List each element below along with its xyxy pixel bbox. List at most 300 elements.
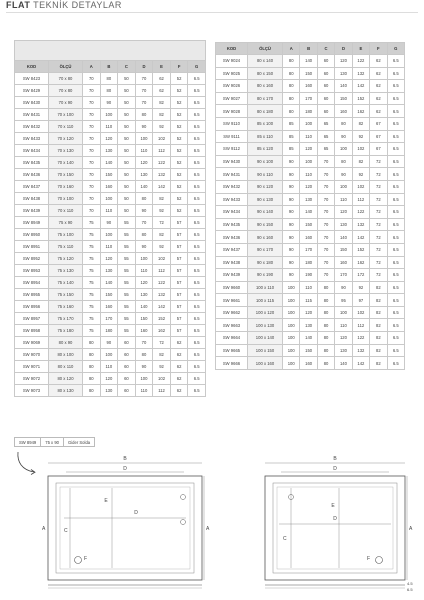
dimension-cell: 70 — [83, 169, 101, 181]
table-row — [216, 67, 405, 80]
dimension-cell: 82 — [153, 97, 171, 109]
table-row — [216, 80, 405, 93]
dimension-cell: 150 — [335, 92, 352, 105]
dimension-cell: 70 — [135, 217, 153, 229]
dimension-cell: 6.5 — [188, 337, 206, 349]
product-code-cell: SW 9432 — [216, 180, 248, 193]
dimension-cell: 100 — [100, 109, 118, 121]
dimension-cell: 82 — [370, 281, 387, 294]
dimension-cell: 112 — [153, 145, 171, 157]
dimension-cell: 50 — [118, 109, 136, 121]
dimension-cell: 100 — [283, 357, 300, 370]
size-cell: 70 x 130 — [49, 145, 83, 157]
dimension-cell: 6.5 — [387, 80, 404, 93]
dimension-cell: 62 — [170, 373, 188, 385]
dimension-cell: 110 — [335, 319, 352, 332]
dimension-cell: 70 — [317, 243, 334, 256]
table-row — [15, 193, 206, 205]
dim-d-top-label: D — [123, 466, 127, 472]
dimension-cell: 82 — [370, 344, 387, 357]
dimension-cell: 50 — [118, 145, 136, 157]
dimension-cell: 6.5 — [188, 169, 206, 181]
dimension-cell: 120 — [300, 180, 317, 193]
dimension-cell: 162 — [352, 105, 369, 118]
dimension-cell: 100 — [135, 373, 153, 385]
dimension-cell: 52 — [170, 97, 188, 109]
dimension-cell: 70 — [83, 193, 101, 205]
size-cell: 75 x 100 — [49, 229, 83, 241]
table-row — [216, 294, 405, 307]
table-row — [216, 143, 405, 156]
example-code-box — [14, 437, 95, 447]
dimension-cell: 140 — [100, 277, 118, 289]
dimension-cell: 110 — [135, 145, 153, 157]
dimension-cell: 57 — [170, 313, 188, 325]
product-code-cell: SW 9666 — [216, 357, 248, 370]
product-code-cell: SW 8437 — [15, 181, 49, 193]
table-row — [15, 289, 206, 301]
dimension-cell: 67 — [370, 130, 387, 143]
product-code-cell: SW 9662 — [216, 306, 248, 319]
table-row — [216, 269, 405, 282]
dimension-cell: 82 — [153, 229, 171, 241]
dimension-cell: 6.5 — [387, 55, 404, 68]
dimension-cell: 70 — [83, 85, 101, 97]
dimension-cell: 80 — [317, 357, 334, 370]
dimension-cell: 82 — [352, 117, 369, 130]
product-code-cell: SW 9663 — [216, 319, 248, 332]
dimension-cell: 6.5 — [387, 155, 404, 168]
column-header: E — [352, 43, 369, 55]
dimension-cell: 80 — [135, 193, 153, 205]
column-header: D — [335, 43, 352, 55]
dimension-cell: 80 — [135, 109, 153, 121]
dimension-cell: 100 — [100, 349, 118, 361]
dimension-cell: 70 — [83, 109, 101, 121]
table-row — [216, 105, 405, 118]
dimension-cell: 90 — [283, 256, 300, 269]
dimension-cell: 150 — [300, 218, 317, 231]
dimension-cell: 130 — [100, 145, 118, 157]
dimension-cell: 6.5 — [188, 277, 206, 289]
table-row — [15, 217, 206, 229]
dimension-cell: 72 — [370, 256, 387, 269]
dim-a-label: A — [409, 526, 413, 532]
dimension-cell: 62 — [170, 349, 188, 361]
dimension-cell: 6.5 — [387, 231, 404, 244]
dimension-cell: 6.5 — [387, 67, 404, 80]
dimension-cell: 90 — [283, 269, 300, 282]
size-cell: 100 x 150 — [248, 344, 283, 357]
dimension-cell: 110 — [135, 385, 153, 397]
dimension-cell: 100 — [300, 117, 317, 130]
dim-d-top-label: D — [333, 466, 337, 472]
column-header: ÖLÇÜ — [248, 43, 283, 55]
product-code-cell: SW 9025 — [216, 67, 248, 80]
dimension-cell: 62 — [170, 337, 188, 349]
column-header: C — [317, 43, 334, 55]
dimension-cell: 52 — [170, 157, 188, 169]
table-row — [216, 306, 405, 319]
table-row — [15, 229, 206, 241]
dimension-cell: 102 — [153, 133, 171, 145]
dimension-cell: 57 — [170, 241, 188, 253]
dimension-cell: 80 — [335, 117, 352, 130]
product-code-cell: SW 8429 — [15, 85, 49, 97]
dimension-cell: 52 — [170, 169, 188, 181]
dimension-cell: 6.5 — [188, 265, 206, 277]
dimension-cell: 130 — [300, 319, 317, 332]
dimension-cell: 150 — [100, 289, 118, 301]
dimension-cell: 70 — [83, 133, 101, 145]
dimension-cell: 6.5 — [188, 205, 206, 217]
left-spec-table — [14, 40, 206, 397]
size-cell: 90 x 130 — [248, 193, 283, 206]
dimension-cell: 70 — [317, 180, 334, 193]
dimension-cell: 90 — [283, 218, 300, 231]
dimension-cell: 160 — [100, 301, 118, 313]
product-code-cell: SW 8952 — [15, 253, 49, 265]
product-code-cell: SW 8432 — [15, 121, 49, 133]
dimension-cell: 160 — [335, 256, 352, 269]
table-row — [15, 97, 206, 109]
dimension-cell: 55 — [118, 277, 136, 289]
size-cell: 90 x 120 — [248, 180, 283, 193]
dimension-cell: 162 — [352, 256, 369, 269]
dimension-cell: 150 — [335, 243, 352, 256]
table-row — [15, 277, 206, 289]
table-row — [216, 117, 405, 130]
dimension-cell: 152 — [352, 243, 369, 256]
dimension-cell: 110 — [300, 281, 317, 294]
dimension-cell: 50 — [118, 157, 136, 169]
dimension-cell: 80 — [135, 349, 153, 361]
dimension-cell: 6.5 — [387, 92, 404, 105]
dimension-cell: 110 — [100, 205, 118, 217]
dimension-cell: 6.5 — [387, 294, 404, 307]
dimension-cell: 140 — [300, 332, 317, 345]
dimension-cell: 62 — [170, 361, 188, 373]
table-row — [15, 169, 206, 181]
dimension-cell: 160 — [335, 105, 352, 118]
dimension-cell: 92 — [153, 121, 171, 133]
dimension-cell: 72 — [370, 269, 387, 282]
size-cell: 100 x 140 — [248, 332, 283, 345]
dimension-cell: 75 — [83, 325, 101, 337]
dimension-cell: 80 — [317, 332, 334, 345]
dimension-cell: 102 — [352, 306, 369, 319]
dimension-cell: 6.5 — [387, 105, 404, 118]
dimension-cell: 90 — [283, 243, 300, 256]
size-cell: 100 x 130 — [248, 319, 283, 332]
size-cell: 70 x 80 — [49, 73, 83, 85]
dimension-cell: 160 — [300, 357, 317, 370]
dimension-cell: 52 — [170, 145, 188, 157]
dimension-cell: 80 — [83, 349, 101, 361]
dimension-cell: 92 — [352, 281, 369, 294]
dimension-cell: 6.5 — [387, 193, 404, 206]
dimension-cell: 57 — [170, 217, 188, 229]
dimension-cell: 52 — [170, 193, 188, 205]
column-header: B — [300, 43, 317, 55]
dimension-cell: 6.5 — [188, 157, 206, 169]
dim-b-label: B — [123, 456, 127, 462]
dimension-cell: 6.5 — [387, 117, 404, 130]
size-cell: 80 x 180 — [248, 105, 283, 118]
table-row — [216, 256, 405, 269]
dimension-cell: 90 — [135, 205, 153, 217]
dimension-cell: 65 — [317, 117, 334, 130]
size-cell: 100 x 115 — [248, 294, 283, 307]
size-cell: 90 x 110 — [248, 168, 283, 181]
product-code-cell: SW 9024 — [216, 55, 248, 68]
dimension-cell: 6.5 — [188, 289, 206, 301]
dimension-cell: 140 — [135, 181, 153, 193]
dimension-cell: 6.5 — [387, 180, 404, 193]
table-row — [216, 92, 405, 105]
dimension-cell: 52 — [170, 133, 188, 145]
table-row — [216, 231, 405, 244]
dimension-cell: 60 — [118, 361, 136, 373]
dimension-cell: 82 — [370, 332, 387, 345]
dimension-cell: 90 — [283, 168, 300, 181]
dimension-cell: 110 — [100, 241, 118, 253]
dimension-cell: 72 — [370, 243, 387, 256]
dim-c-label: C — [283, 536, 287, 542]
dimension-cell: 132 — [153, 169, 171, 181]
dimension-cell: 52 — [170, 181, 188, 193]
dimension-cell: 160 — [100, 181, 118, 193]
product-code-cell: SW 9430 — [216, 155, 248, 168]
table-row — [15, 313, 206, 325]
dim-c-label: C — [64, 528, 68, 534]
size-cell: 80 x 150 — [248, 67, 283, 80]
dimension-cell: 72 — [370, 193, 387, 206]
table-header-blank — [15, 41, 206, 61]
table-row — [216, 357, 405, 370]
size-cell: 90 x 150 — [248, 218, 283, 231]
dimension-cell: 132 — [352, 67, 369, 80]
dimension-cell: 55 — [118, 253, 136, 265]
table-row — [15, 85, 206, 97]
column-header: A — [283, 43, 300, 55]
dim-d-label: D — [134, 510, 138, 516]
product-code-cell: SW 9434 — [216, 206, 248, 219]
dimension-cell: 92 — [352, 168, 369, 181]
dimension-cell: 6.5 — [387, 281, 404, 294]
dimension-cell: 55 — [118, 325, 136, 337]
column-header: G — [387, 43, 404, 55]
product-code-cell: SW 8953 — [15, 265, 49, 277]
dimension-cell: 70 — [317, 206, 334, 219]
dimension-cell: 6.5 — [188, 229, 206, 241]
product-code-cell: SW 9112 — [216, 143, 248, 156]
dimension-cell: 90 — [283, 231, 300, 244]
size-cell: 75 x 120 — [49, 253, 83, 265]
dimension-cell: 180 — [300, 256, 317, 269]
dimension-cell: 65 — [317, 130, 334, 143]
dimension-cell: 57 — [170, 253, 188, 265]
dimension-cell: 122 — [352, 332, 369, 345]
dimension-cell: 172 — [352, 269, 369, 282]
column-header: KOD — [216, 43, 248, 55]
dimension-cell: 52 — [170, 121, 188, 133]
dimension-cell: 70 — [317, 193, 334, 206]
dimension-cell: 80 — [83, 337, 101, 349]
dimension-cell: 130 — [335, 344, 352, 357]
dimension-cell: 70 — [135, 97, 153, 109]
dimension-cell: 50 — [118, 205, 136, 217]
table-row — [216, 55, 405, 68]
dimension-cell: 57 — [170, 325, 188, 337]
dim-6-5-label: 6.5 — [407, 587, 413, 592]
dimension-cell: 110 — [335, 193, 352, 206]
dimension-cell: 120 — [300, 143, 317, 156]
dimension-cell: 112 — [153, 385, 171, 397]
product-code-cell: SW 8435 — [15, 157, 49, 169]
column-header: KOD — [15, 61, 49, 73]
dimension-cell: 60 — [317, 67, 334, 80]
dimension-cell: 62 — [370, 105, 387, 118]
dimension-cell: 132 — [352, 344, 369, 357]
dimension-cell: 52 — [170, 73, 188, 85]
size-cell: 85 x 120 — [248, 143, 283, 156]
dimension-cell: 130 — [300, 193, 317, 206]
dimension-cell: 6.5 — [387, 206, 404, 219]
dimension-cell: 80 — [317, 306, 334, 319]
dimension-cell: 90 — [283, 206, 300, 219]
size-cell: 100 x 120 — [248, 306, 283, 319]
dimension-cell: 60 — [118, 349, 136, 361]
dimension-cell: 55 — [118, 313, 136, 325]
dimension-cell: 70 — [317, 231, 334, 244]
size-cell: 75 x 90 — [49, 217, 83, 229]
dimension-cell: 52 — [170, 205, 188, 217]
product-code-cell: SW 8950 — [15, 229, 49, 241]
dimension-cell: 162 — [153, 325, 171, 337]
dimension-cell: 80 — [100, 85, 118, 97]
dimension-cell: 90 — [283, 193, 300, 206]
dim-f-label: F — [84, 556, 88, 562]
table-row — [15, 145, 206, 157]
dimension-cell: 62 — [370, 55, 387, 68]
dimension-cell: 80 — [335, 155, 352, 168]
dimension-cell: 82 — [153, 349, 171, 361]
dimension-cell: 6.5 — [188, 241, 206, 253]
product-code-cell: SW 9437 — [216, 243, 248, 256]
dimension-cell: 75 — [83, 301, 101, 313]
dimension-cell: 75 — [83, 313, 101, 325]
dimension-cell: 6.5 — [188, 301, 206, 313]
dimension-cell: 152 — [352, 92, 369, 105]
dimension-cell: 80 — [283, 67, 300, 80]
dimension-cell: 130 — [335, 67, 352, 80]
dimension-cell: 102 — [352, 180, 369, 193]
product-code-cell: SW 9436 — [216, 231, 248, 244]
dimension-cell: 6.5 — [387, 143, 404, 156]
product-code-cell: SW 9028 — [216, 105, 248, 118]
right-technical-drawing — [255, 452, 415, 597]
table-row — [15, 373, 206, 385]
table-row — [216, 206, 405, 219]
dimension-cell: 100 — [283, 332, 300, 345]
dimension-cell: 6.5 — [188, 217, 206, 229]
dimension-cell: 82 — [370, 306, 387, 319]
dim-4-5-label: 4.5 — [407, 581, 413, 586]
dimension-cell: 120 — [300, 306, 317, 319]
dimension-cell: 100 — [135, 133, 153, 145]
column-header: E — [153, 61, 171, 73]
dimension-cell: 6.5 — [387, 332, 404, 345]
dimension-cell: 160 — [135, 325, 153, 337]
dimension-cell: 110 — [100, 121, 118, 133]
product-code-cell: SW 9661 — [216, 294, 248, 307]
dimension-cell: 142 — [352, 357, 369, 370]
dimension-cell: 120 — [335, 206, 352, 219]
dimension-cell: 90 — [100, 217, 118, 229]
dimension-cell: 170 — [335, 269, 352, 282]
dimension-cell: 82 — [153, 193, 171, 205]
dimension-cell: 60 — [118, 385, 136, 397]
dimension-cell: 6.5 — [387, 130, 404, 143]
dimension-cell: 72 — [370, 168, 387, 181]
size-cell: 75 x 160 — [49, 301, 83, 313]
dimension-cell: 112 — [153, 265, 171, 277]
size-cell: 90 x 160 — [248, 231, 283, 244]
left-technical-drawing — [40, 452, 210, 597]
dimension-cell: 92 — [153, 241, 171, 253]
dimension-cell: 57 — [170, 229, 188, 241]
dimension-cell: 180 — [100, 325, 118, 337]
table-row — [216, 130, 405, 143]
dimension-cell: 55 — [118, 301, 136, 313]
column-header: F — [370, 43, 387, 55]
product-code-cell: SW 8958 — [15, 325, 49, 337]
dimension-cell: 120 — [135, 157, 153, 169]
dimension-cell: 6.5 — [387, 269, 404, 282]
dimension-cell: 80 — [100, 73, 118, 85]
table-row — [15, 361, 206, 373]
product-code-cell: SW 9027 — [216, 92, 248, 105]
dimension-cell: 52 — [170, 85, 188, 97]
dimension-cell: 75 — [83, 265, 101, 277]
table-row — [15, 301, 206, 313]
product-code-cell: SW 8434 — [15, 145, 49, 157]
size-cell: 90 x 180 — [248, 256, 283, 269]
column-header: B — [100, 61, 118, 73]
product-code-cell: SW 9431 — [216, 168, 248, 181]
dimension-cell: 80 — [317, 344, 334, 357]
dimension-cell: 170 — [300, 243, 317, 256]
dim-f-label: F — [367, 556, 371, 562]
dimension-cell: 62 — [153, 85, 171, 97]
dimension-cell: 102 — [153, 253, 171, 265]
dimension-cell: 6.5 — [188, 73, 206, 85]
size-cell: 90 x 140 — [248, 206, 283, 219]
table-row — [15, 325, 206, 337]
dimension-cell: 110 — [300, 168, 317, 181]
dimension-cell: 120 — [335, 332, 352, 345]
right-spec-table — [215, 42, 405, 370]
dimension-cell: 120 — [100, 373, 118, 385]
dimension-cell: 70 — [83, 205, 101, 217]
dimension-cell: 100 — [100, 193, 118, 205]
dimension-cell: 70 — [135, 337, 153, 349]
dimension-cell: 190 — [300, 269, 317, 282]
dimension-cell: 80 — [83, 385, 101, 397]
product-code-cell: SW 9660 — [216, 281, 248, 294]
dimension-cell: 132 — [153, 289, 171, 301]
